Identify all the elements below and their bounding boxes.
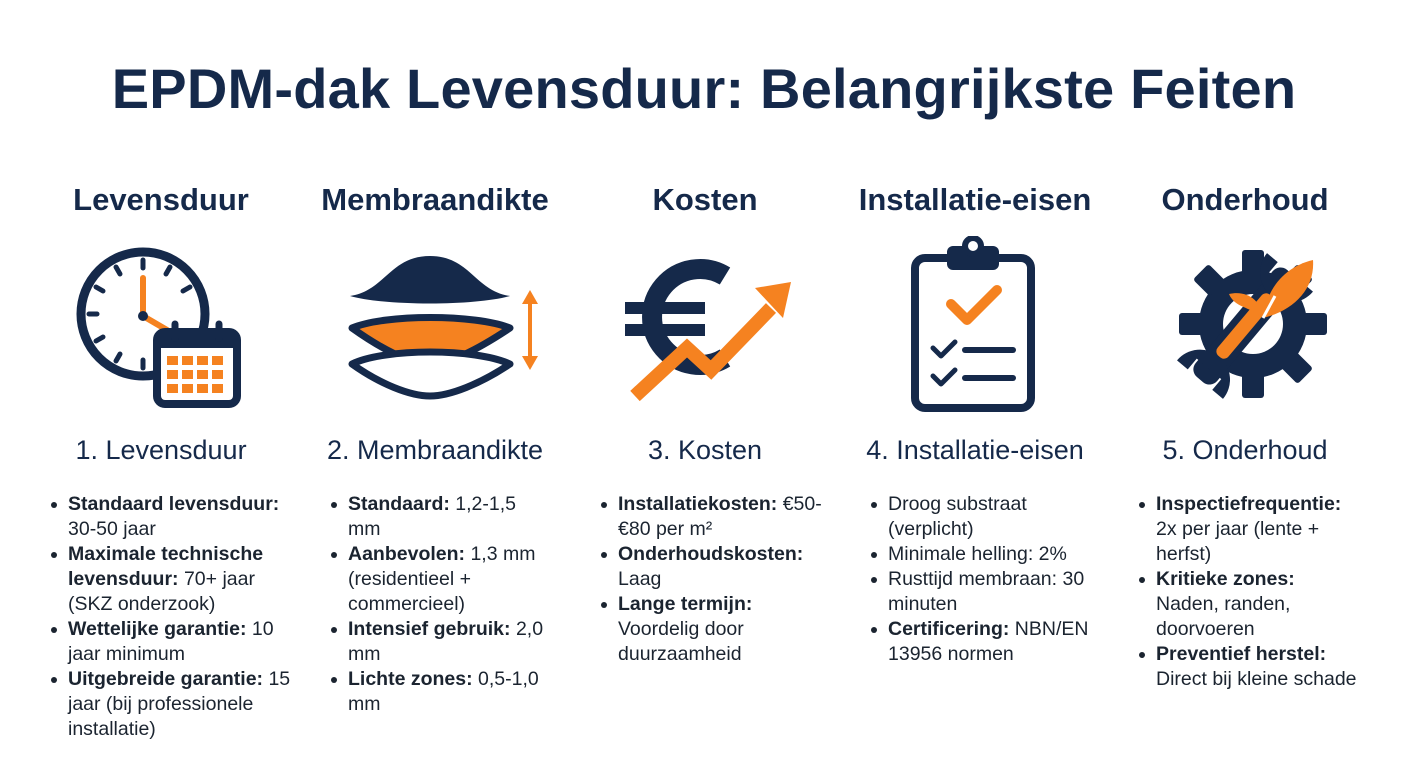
list-item: Droog substraat (verplicht): [870, 492, 1110, 542]
list-item: Minimale helling: 2%: [870, 542, 1110, 567]
list-item: Lange termijn: Voordelig door duurzaamheid: [600, 592, 830, 667]
membrane-layers-icon: [330, 236, 540, 416]
column-subtitle: 4. Installatie-eisen: [866, 435, 1084, 465]
list-item: Onderhoudskosten: Laag: [600, 542, 830, 592]
wrench-gear-leaf-icon: [1155, 236, 1335, 416]
column-heading: Levensduur: [73, 182, 249, 217]
euro-trend-icon: [615, 236, 795, 416]
column-onderhoud: [1100, 178, 1390, 692]
list-item: Uitgebreide garantie: 15 jaar (bij professionele installatie): [50, 667, 300, 742]
list-item: Wettelijke garantie: 10 jaar minimum: [50, 617, 300, 667]
page-title: EPDM-dak Levensduur: Belangrijkste Feiten: [111, 57, 1297, 120]
column-subtitle: 1. Levensduur: [75, 435, 247, 465]
column-kosten: [560, 178, 850, 667]
column-levensduur: [16, 178, 306, 742]
column-subtitle: 2. Membraandikte: [326, 435, 544, 465]
column-installatie-eisen: [830, 178, 1120, 667]
list-item: Maximale technische levensduur: 70+ jaar (SKZ onderzook): [50, 542, 300, 617]
list-item: Standaard levensduur: 30-50 jaar: [50, 492, 300, 542]
list-item: Standaard: 1,2-1,5 mm: [330, 492, 550, 542]
list-item: Inspectiefrequentie: 2x per jaar (lente + herfst): [1138, 492, 1363, 567]
list-item: Kritieke zones: Naden, randen, doorvoeren: [1138, 567, 1363, 642]
column-heading: Installatie-eisen: [858, 182, 1092, 217]
list-item: Rusttijd membraan: 30 minuten: [870, 567, 1110, 617]
column-heading: Onderhoud: [1161, 182, 1329, 217]
column-membraandikte: [290, 178, 580, 717]
column-heading: Membraandikte: [321, 182, 549, 217]
list-item: Installatiekosten: €50-€80 per m²: [600, 492, 830, 542]
column-subtitle: 3. Kosten: [647, 435, 763, 465]
clock-calendar-icon: [71, 236, 251, 416]
column-subtitle: 5. Onderhoud: [1162, 435, 1328, 465]
list-item: Aanbevolen: 1,3 mm (residentieel + commercieel): [330, 542, 550, 617]
clipboard-checklist-icon: [885, 236, 1065, 416]
list-item: Certificering: NBN/EN 13956 normen: [870, 617, 1110, 667]
list-item: Lichte zones: 0,5-1,0 mm: [330, 667, 550, 717]
list-item: Preventief herstel: Direct bij kleine schade: [1138, 642, 1363, 692]
column-heading: Kosten: [652, 182, 758, 217]
list-item: Intensief gebruik: 2,0 mm: [330, 617, 550, 667]
